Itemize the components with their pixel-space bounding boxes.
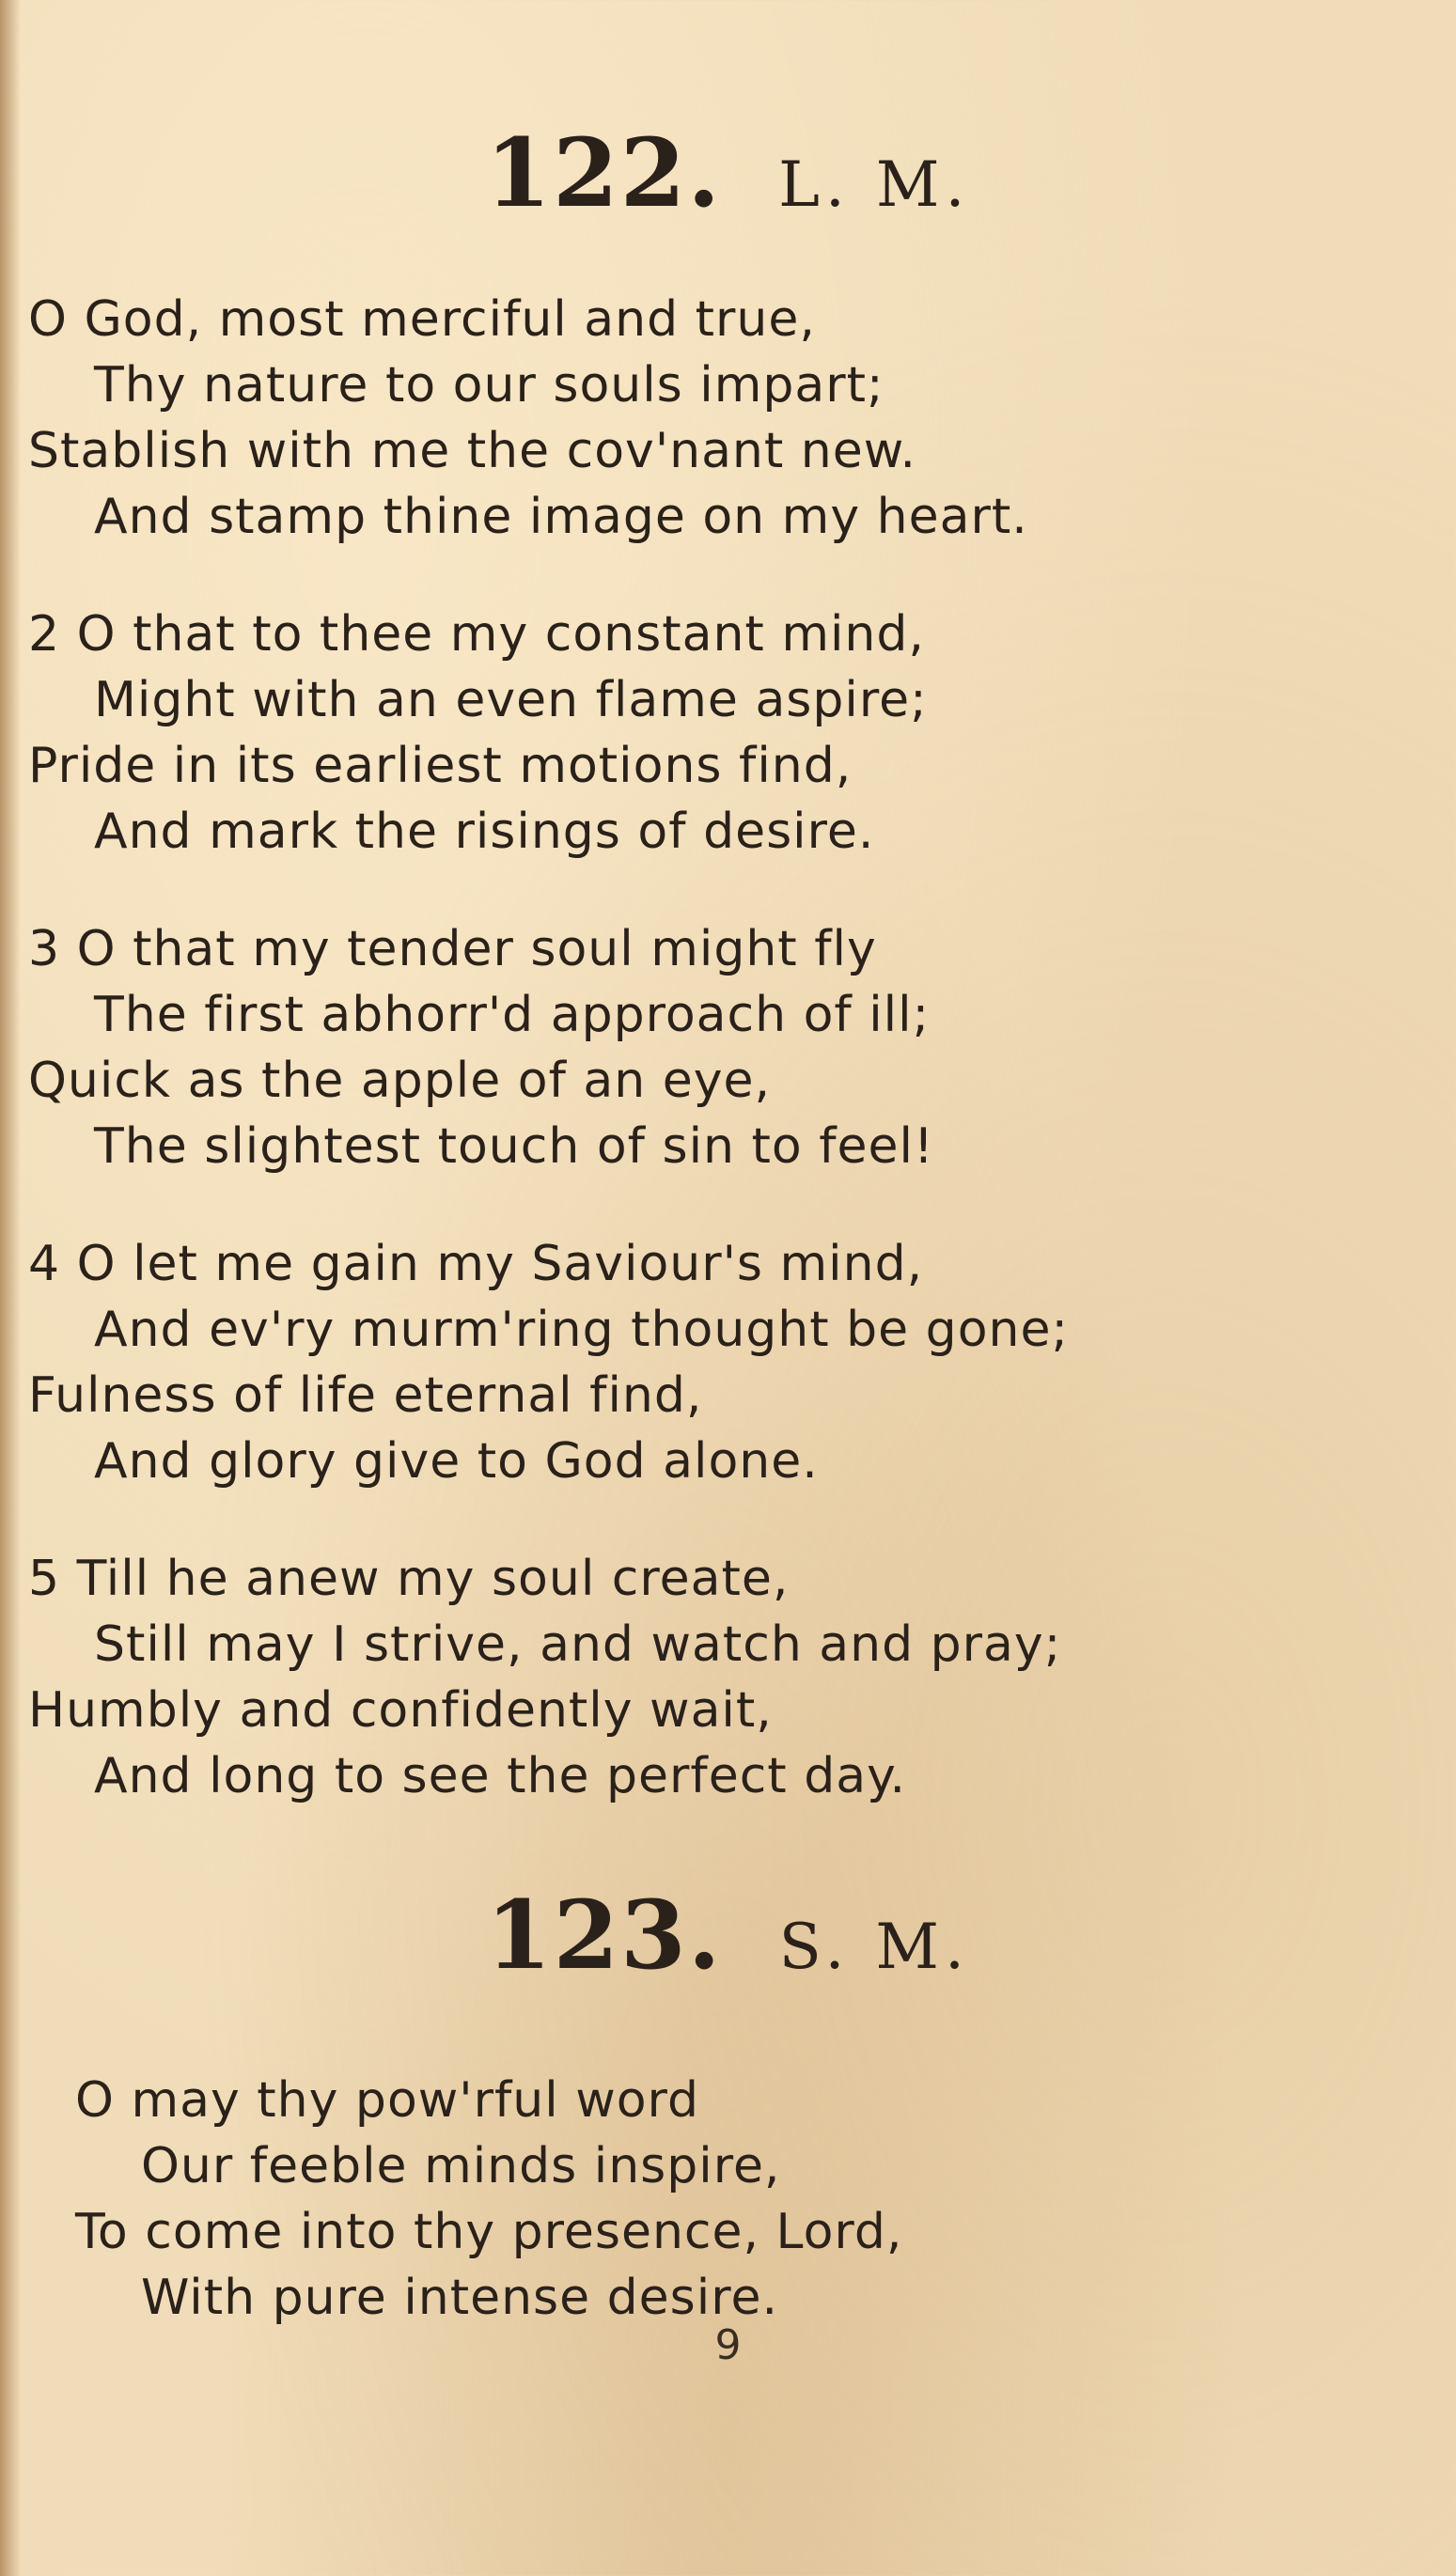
verse-line: Pride in its earliest motions find,: [28, 738, 853, 794]
verse-line: 3 O that my tender soul might fly: [28, 921, 877, 977]
verse-5: [28, 1546, 1419, 1809]
page-signature: 9: [714, 2321, 742, 2369]
verse-line: Stablish with me the cov'nant new.: [28, 423, 917, 479]
verse-line: Quick as the apple of an eye,: [28, 1053, 772, 1109]
verse-3: [28, 916, 1419, 1179]
verse-1: [28, 287, 1419, 550]
verse-line: Thy nature to our souls impart;: [94, 357, 885, 414]
verse-line: 5 Till he anew my soul create,: [28, 1551, 790, 1607]
verse-6: [75, 2068, 1456, 2331]
verse-line: To come into thy presence, Lord,: [75, 2204, 903, 2260]
hymn-meter: S. M.: [778, 1911, 970, 1983]
verse-line: Fulness of life eternal find,: [28, 1367, 703, 1424]
verse-line: Might with an even flame aspire;: [94, 672, 928, 728]
verse-line: 4 O let me gain my Saviour's mind,: [28, 1236, 924, 1292]
hymn-meter: L. M.: [778, 148, 971, 221]
verse-line: The slightest touch of sin to feel!: [94, 1118, 934, 1175]
hymn-123-heading: [0, 1880, 1456, 1991]
verse-line: 2 O that to thee my constant mind,: [28, 606, 925, 663]
verse-4: [28, 1231, 1419, 1494]
verse-line: And glory give to God alone.: [94, 1433, 819, 1490]
verse-line: Humbly and confidently wait,: [28, 1682, 773, 1739]
hymn-122-heading: [0, 117, 1456, 228]
verse-line: Still may I strive, and watch and pray;: [94, 1616, 1062, 1673]
verse-line: The first abhorr'd approach of ill;: [94, 987, 931, 1043]
verse-line: O God, most merciful and true,: [28, 291, 816, 348]
verse-line: And ev'ry murm'ring thought be gone;: [94, 1302, 1069, 1358]
verse-line: And mark the risings of desire.: [94, 804, 875, 860]
verse-line: O may thy pow'rful word: [75, 2072, 700, 2129]
verse-line: Our feeble minds inspire,: [141, 2138, 781, 2194]
hymn-number: 123.: [486, 1880, 723, 1991]
verse-line: And long to see the perfect day.: [94, 1748, 906, 1804]
hymn-number: 122.: [485, 117, 723, 228]
verse-2: [28, 601, 1419, 865]
verse-line: With pure intense desire.: [141, 2270, 778, 2326]
verse-line: And stamp thine image on my heart.: [94, 489, 1028, 545]
